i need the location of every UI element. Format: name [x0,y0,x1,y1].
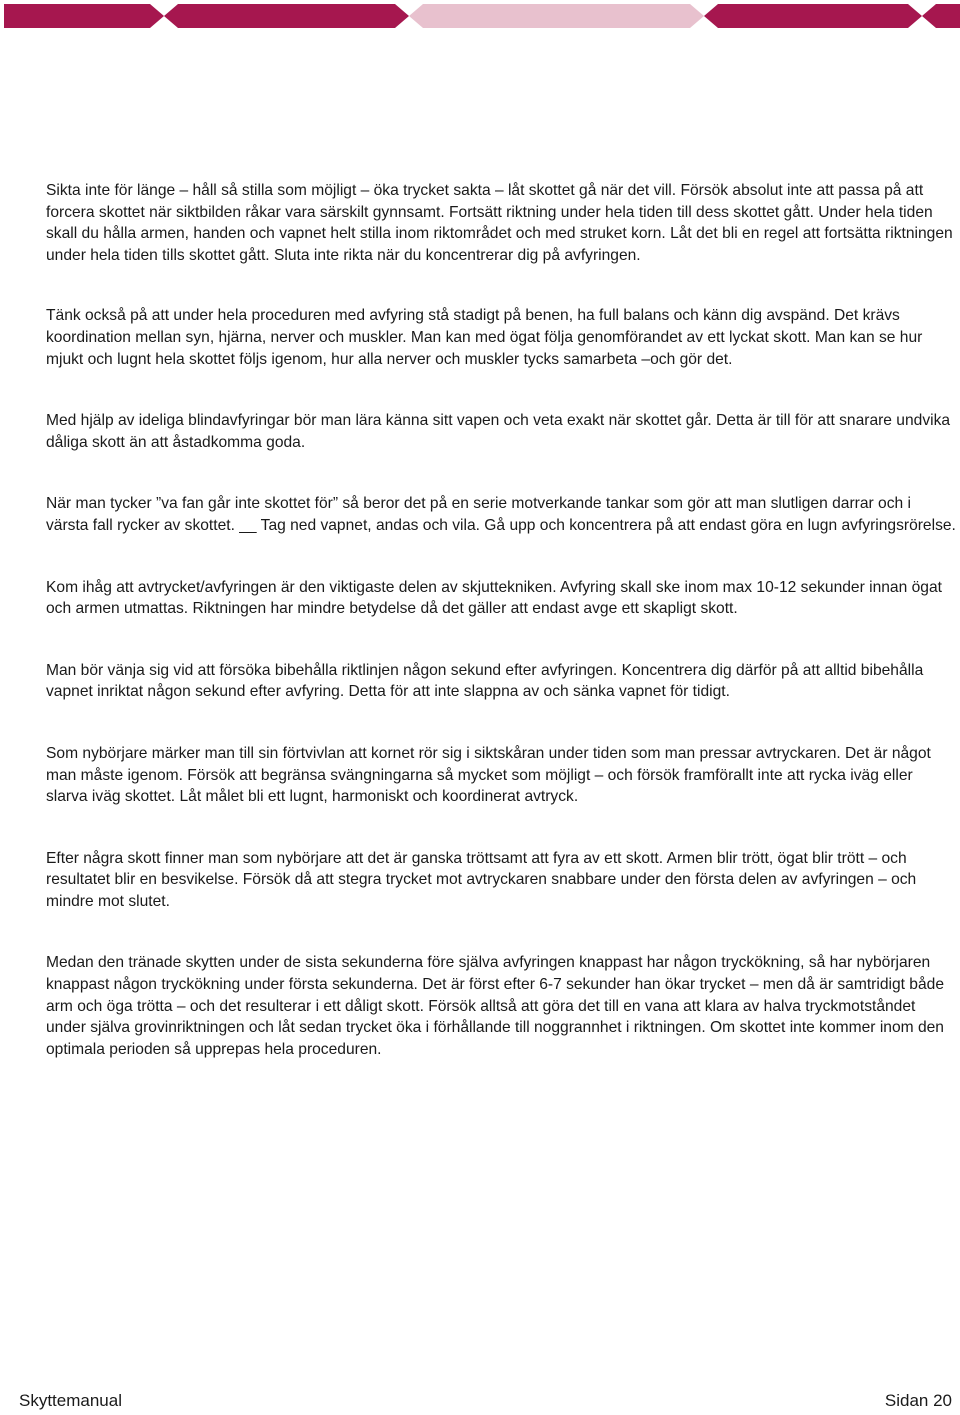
paragraph: Efter några skott finner man som nybörjare att det är ganska tröttsamt att fyra av ett skott. Armen blir trött, ögat blir trött – och resultatet blir en besvikelse. Försök då att stegra trycket mot avtryckaren snabbare under den första delen av avfyringen – och mindre mot slutet. [46,849,917,910]
paragraph: Medan den tränade skytten under de sista sekunderna före själva avfyringen knappast har någon tryckökning, så har nybörjaren knappast någon tryckökning under första sekunderna. Det är först efter 6-7 sekunder han ökar trycket – men då är samtridigt både arm och öga trötta – och det resulterar i ett dåligt skott. Försök alltså att göra det till en vana att klara av halva tryckmotståndet under själva grovinriktningen och låt sedan trycket öka i förhållande till noggrannhet i riktningen. Om skottet inte kommer inom den optimala perioden så upprepas hela proceduren. [46,954,944,1058]
header-band-segment [565,4,704,28]
header-band-segment [704,4,922,28]
paragraph: Man bör vänja sig vid att försöka bibehålla riktlinjen någon sekund efter avfyringen. Koncentrera dig därför på att alltid bibehålla vapnet inriktat någon sekund efter avfyring. Detta för att inte slappna av och sänka vapnet för tidigt. [46,661,924,701]
paragraph: Med hjälp av ideliga blindavfyringar bör man lära känna sitt vapen och veta exakt när skottet går. Detta är till för att snarare undvika dåliga skott än att åstadkomma goda. [46,412,951,451]
body-text [46,180,956,1100]
paragraph: Sikta inte för länge – håll så stilla som möjligt – öka trycket sakta – låt skottet gå när det vill. Försök absolut inte att passa på att forcera skottet när siktbilden råkar vara särskilt gynnsamt. Fortsätt riktning under hela tiden till dess skottet gått. Under hela tiden skall du hålla armen, handen och vapnet helt stilla inom riktområdet och med struket korn. Låt det bli en regel att fortsätta riktningen under hela tiden tills skottet gått. Sluta inte rikta när du koncentrerar dig på avfyringen. [46,182,953,264]
decorative-header-band [0,0,960,34]
paragraph: Tänk också på att under hela proceduren med avfyring stå stadigt på benen, ha full balans och känn dig avspänd. Det krävs koordination mellan syn, hjärna, nerver och muskler. Man kan med ögat följa genomförandet av ett lyckat skott. Man kan se hur mjukt och lugnt hela skottet följs igenom, hur alla nerver och muskler tycks samarbeta –och gör det. [46,307,923,368]
footer-page-number: Sidan 20 [884,1391,952,1410]
header-band-segment [4,4,164,28]
footer-document-title: Skyttemanual [19,1391,122,1410]
paragraph: Som nybörjare märker man till sin förtvivlan att kornet rör sig i siktskåran under tiden som man pressar avtryckaren. Det är något man måste igenom. Försök att begränsa svängningarna så mycket som möjligt – och försök framförallt inte att rycka iväg eller slarva iväg skottet. Låt målet bli ett lugnt, harmoniskt och koordinerat avtryck. [46,744,931,806]
paragraph: Kom ihåg att avtrycket/avfyringen är den viktigaste delen av skjuttekniken. Avfyring skall ske inom max 10-12 sekunder innan ögat och armen utmattas. Riktningen har mindre betydelse då det gäller att endast avge ett skapligt skott. [46,578,942,618]
header-band-segment [409,4,565,28]
header-band-segment [164,4,409,28]
paragraph: När man tycker ”va fan går inte skottet för” så beror det på en serie motverkande tankar som gör att man slutligen darrar och i värsta fall rycker av skottet. __ Tag ned vapnet, andas och vila. Gå upp och koncentrera på att endast göra en lugn avfyringsrörelse. [46,495,956,534]
